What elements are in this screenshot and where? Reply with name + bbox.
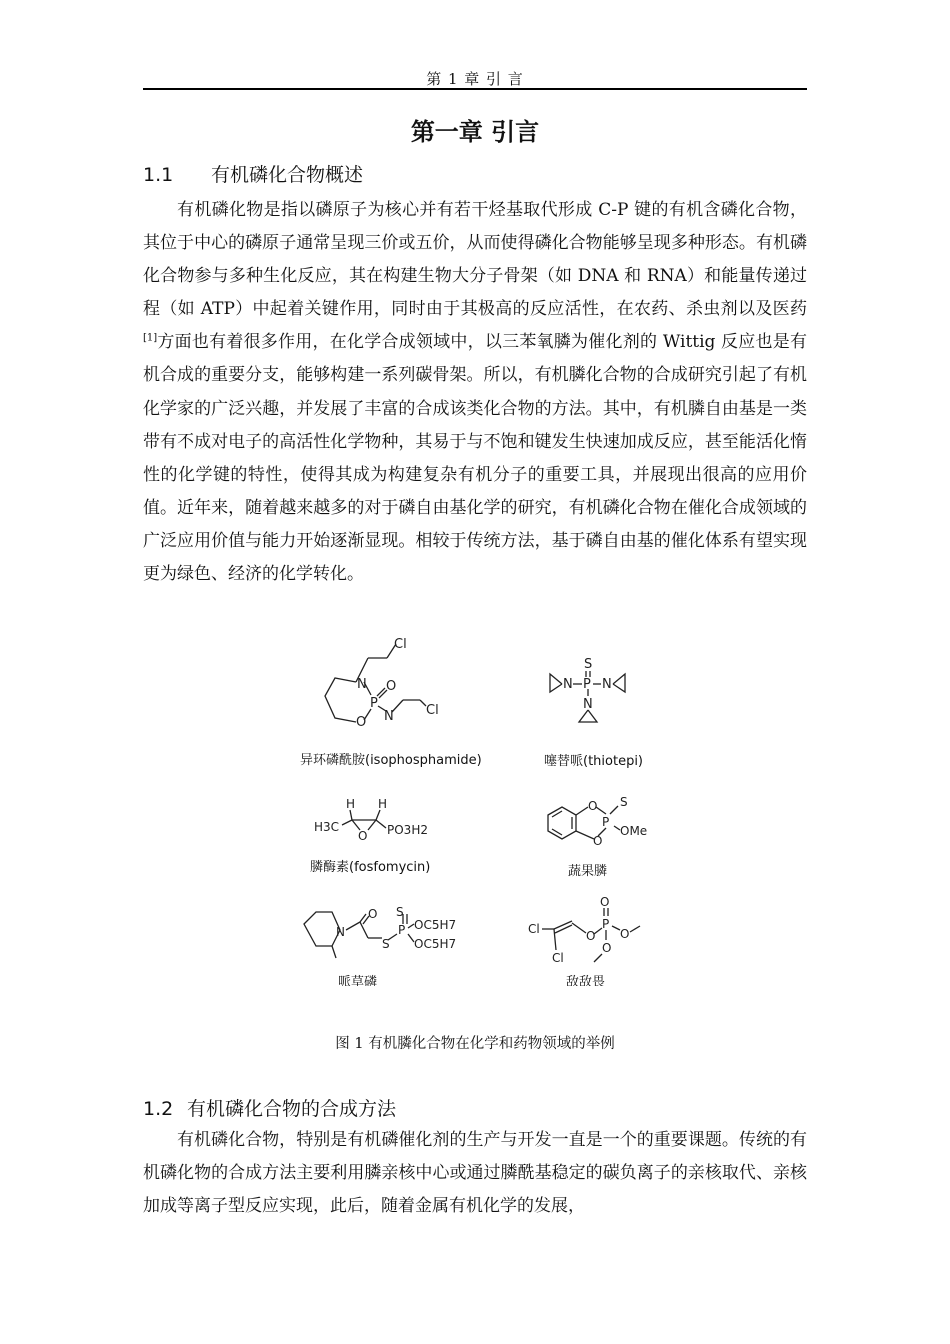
atom-label: N — [336, 925, 345, 939]
atom-label: Cl — [552, 951, 564, 965]
figure-1-structures — [290, 632, 670, 986]
atom-label: OC5H7 — [414, 918, 457, 932]
atom-label: O — [586, 929, 596, 943]
compound-name: 蔬果膦 — [568, 864, 608, 879]
running-header: 第 1 章 引 言 — [426, 70, 524, 88]
atom-label: N — [384, 709, 394, 724]
compound-name: 噻替哌(thiotepi) — [544, 754, 644, 769]
atom-label: O — [358, 829, 368, 843]
atom-label: O — [620, 927, 630, 941]
atom-label: H — [378, 797, 388, 811]
isophosphamide-structure — [300, 637, 482, 768]
atom-label: P — [370, 696, 378, 711]
atom-label: O — [588, 799, 598, 813]
atom-label: PO3H2 — [387, 823, 428, 837]
atom-label: Cl — [394, 637, 407, 652]
fosfomycin-structure — [310, 797, 430, 875]
atom-label: N — [357, 677, 367, 692]
compound-name: 膦酶素(fosfomycin) — [310, 860, 431, 875]
section-1-1-paragraph — [143, 194, 807, 591]
section-number: 1.1 — [143, 164, 174, 186]
section-number: 1.2 — [143, 1098, 174, 1120]
compound-name: 哌草磷 — [338, 975, 378, 986]
atom-label: O — [356, 715, 367, 730]
figure-caption: 图 1 有机膦化合物在化学和药物领域的举例 — [335, 1036, 615, 1052]
piperophos-structure — [304, 905, 456, 986]
compound-name: 敌敌畏 — [566, 975, 606, 986]
thiotepa-structure — [544, 657, 643, 769]
atom-label: N — [583, 697, 593, 712]
header-rule — [143, 88, 807, 90]
atom-label: N — [602, 677, 612, 692]
section-1-2-paragraph: 有机磷化合物，特别是有机磷催化剂的生产与开发一直是一个的重要课题。传统的有机磷化物的合成方法主要利用膦亲核中心或通过膦酰基稳定的碳负离子的亲核取代、亲核加成等离子型反应实现，此后，随着金属有机化学的发展， — [143, 1130, 807, 1217]
atom-label: P — [583, 677, 591, 692]
atom-label: O — [386, 679, 397, 694]
atom-label: OMe — [620, 824, 648, 838]
atom-label: P — [398, 923, 406, 937]
paragraph-text: 方面也有着很多作用，在化学合成领域中，以三苯氧膦为催化剂的 Wittig 反应也是有机合成的重要分支，能够构建一系列碳骨架。所以，有机膦化合物的合成研究引起了有机化学家的广泛兴趣，并发展了丰富的合成该类化合物的方法。其中，有机膦自由基是一类带有不成对电子的高活性化学物种，其易于与不饱和键发生快速加成反应，甚至能活化惰性的化学键的特性，使得其成为构建复杂有机分子的重要工具，并展现出很高的应用价值。近年来，随着越来越多的对于磷自由基化学的研究，有机磷化合物在催化合成领域的广泛应用价值与能力开始逐渐显现。相较于传统方法，基于磷自由基的催化体系有望实现更为绿色、经济的化学转化。 — [143, 332, 807, 585]
atom-label: H — [346, 797, 356, 811]
section-title: 有机磷化合物的合成方法 — [187, 1098, 397, 1120]
atom-label: S — [382, 937, 390, 951]
compound-name: 异环磷酰胺(isophosphamide) — [300, 753, 482, 768]
dichlorvos-structure — [528, 895, 640, 986]
atom-label: P — [602, 815, 610, 829]
atom-label: OC5H7 — [414, 937, 457, 951]
atom-label: N — [563, 677, 573, 692]
atom-label: S — [620, 795, 628, 809]
chapter-title: 第一章 引言 — [410, 118, 540, 146]
atom-label: O — [593, 834, 603, 848]
section-title: 有机磷化合物概述 — [211, 164, 364, 186]
atom-label: H3C — [314, 820, 340, 834]
atom-label: S — [584, 657, 593, 672]
atom-label: O — [602, 941, 612, 955]
atom-label: S — [396, 905, 404, 919]
atom-label: O — [600, 895, 610, 909]
section-heading-1-2 — [143, 1094, 396, 1121]
atom-label: Cl — [528, 922, 540, 936]
dioxaphosphorin-structure — [548, 795, 647, 879]
paragraph-text: 有机磷化物是指以磷原子为核心并有若干烃基取代形成 C-P 键的有机含磷化合物，其位于中心的磷原子通常呈现三价或五价，从而使得磷化合物能够呈现多种形态。有机磷化合物参与多种生化反应，其在构建生物大分子骨架（如 DNA 和 RNA）和能量传递过程（如 ATP）中起着关键作用，同时由于其极高的反应活性，在农药、杀虫剂以及医药 — [143, 200, 807, 320]
atom-label: P — [602, 917, 610, 931]
section-heading-1-1 — [143, 160, 363, 187]
atom-label: Cl — [426, 703, 439, 718]
atom-label: O — [368, 907, 378, 921]
citation-ref: [1] — [143, 332, 158, 344]
